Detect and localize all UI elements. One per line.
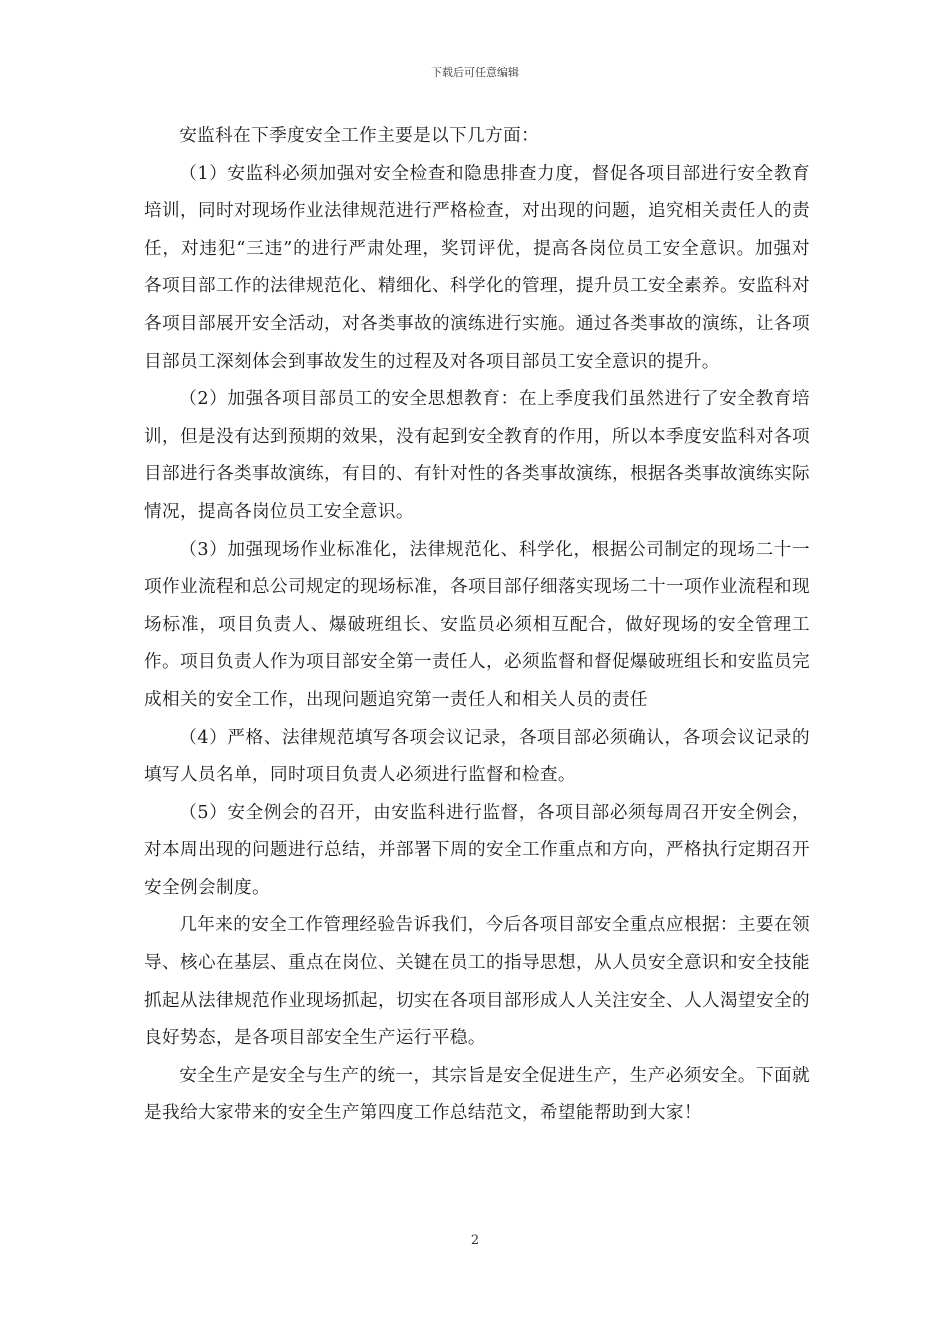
- paragraph-item-3: （3）加强现场作业标准化，法律规范化、科学化，根据公司制定的现场二十一项作业流程和总公司规定的现场标准，各项目部仔细落实现场二十一项作业流程和现场标准，项目负责人、爆破班组长、安监员必须相互配合，做好现场的安全管理工作。项目负责人作为项目部安全第一责任人，必须监督和督促爆破班组长和安监员完成相关的安全工作，出现问题追究第一责任人和相关人员的责任: [144, 539, 810, 710]
- paragraph-item-4: （4）严格、法律规范填写各项会议记录，各项目部必须确认，各项会议记录的填写人员名单，同时项目负责人必须进行监督和检查。: [144, 727, 810, 786]
- paragraph-item-2: （2）加强各项目部员工的安全思想教育：在上季度我们虽然进行了安全教育培训，但是没有达到预期的效果，没有起到安全教育的作用，所以本季度安监科对各项目部进行各类事故演练，有目的、有针对性的各类事故演练，根据各类事故演练实际情况，提高各岗位员工安全意识。: [144, 389, 810, 522]
- paragraph-intro: 安监科在下季度安全工作主要是以下几方面：: [179, 126, 540, 146]
- page-number: 2: [470, 1233, 480, 1248]
- paragraph-experience: 几年来的安全工作管理经验告诉我们，今后各项目部安全重点应根据：主要在领导、核心在基层、重点在岗位、关键在员工的指导思想，从人员安全意识和安全技能抓起从法律规范作业现场抓起，切实在各项目部形成人人关注安全、人人渴望安全的良好势态，是各项目部安全生产运行平稳。: [144, 915, 810, 1049]
- document-body: [144, 118, 810, 1133]
- paragraph-closing: 安全生产是安全与生产的统一，其宗旨是安全促进生产，生产必须安全。下面就是我给大家带来的安全生产第四度工作总结范文，希望能帮助到大家！: [144, 1065, 810, 1124]
- paragraph-item-5: （5）安全例会的召开，由安监科进行监督，各项目部必须每周召开安全例会，对本周出现的问题进行总结，并部署下周的安全工作重点和方向，严格执行定期召开安全例会制度。: [144, 802, 810, 898]
- page-header: 下载后可任意编辑: [431, 66, 519, 79]
- paragraph-item-1: （1）安监科必须加强对安全检查和隐患排查力度，督促各项目部进行安全教育培训，同时对现场作业法律规范进行严格检查，对出现的问题，追究相关责任人的责任，对违犯“三违”的进行严肃处理，奖罚评优，提高各岗位员工安全意识。加强对各项目部工作的法律规范化、精细化、科学化的管理，提升员工安全素养。安监科对各项目部展开安全活动，对各类事故的演练进行实施。通过各类事故的演练，让各项目部员工深刻体会到事故发生的过程及对各项目部员工安全意识的提升。: [144, 163, 810, 372]
